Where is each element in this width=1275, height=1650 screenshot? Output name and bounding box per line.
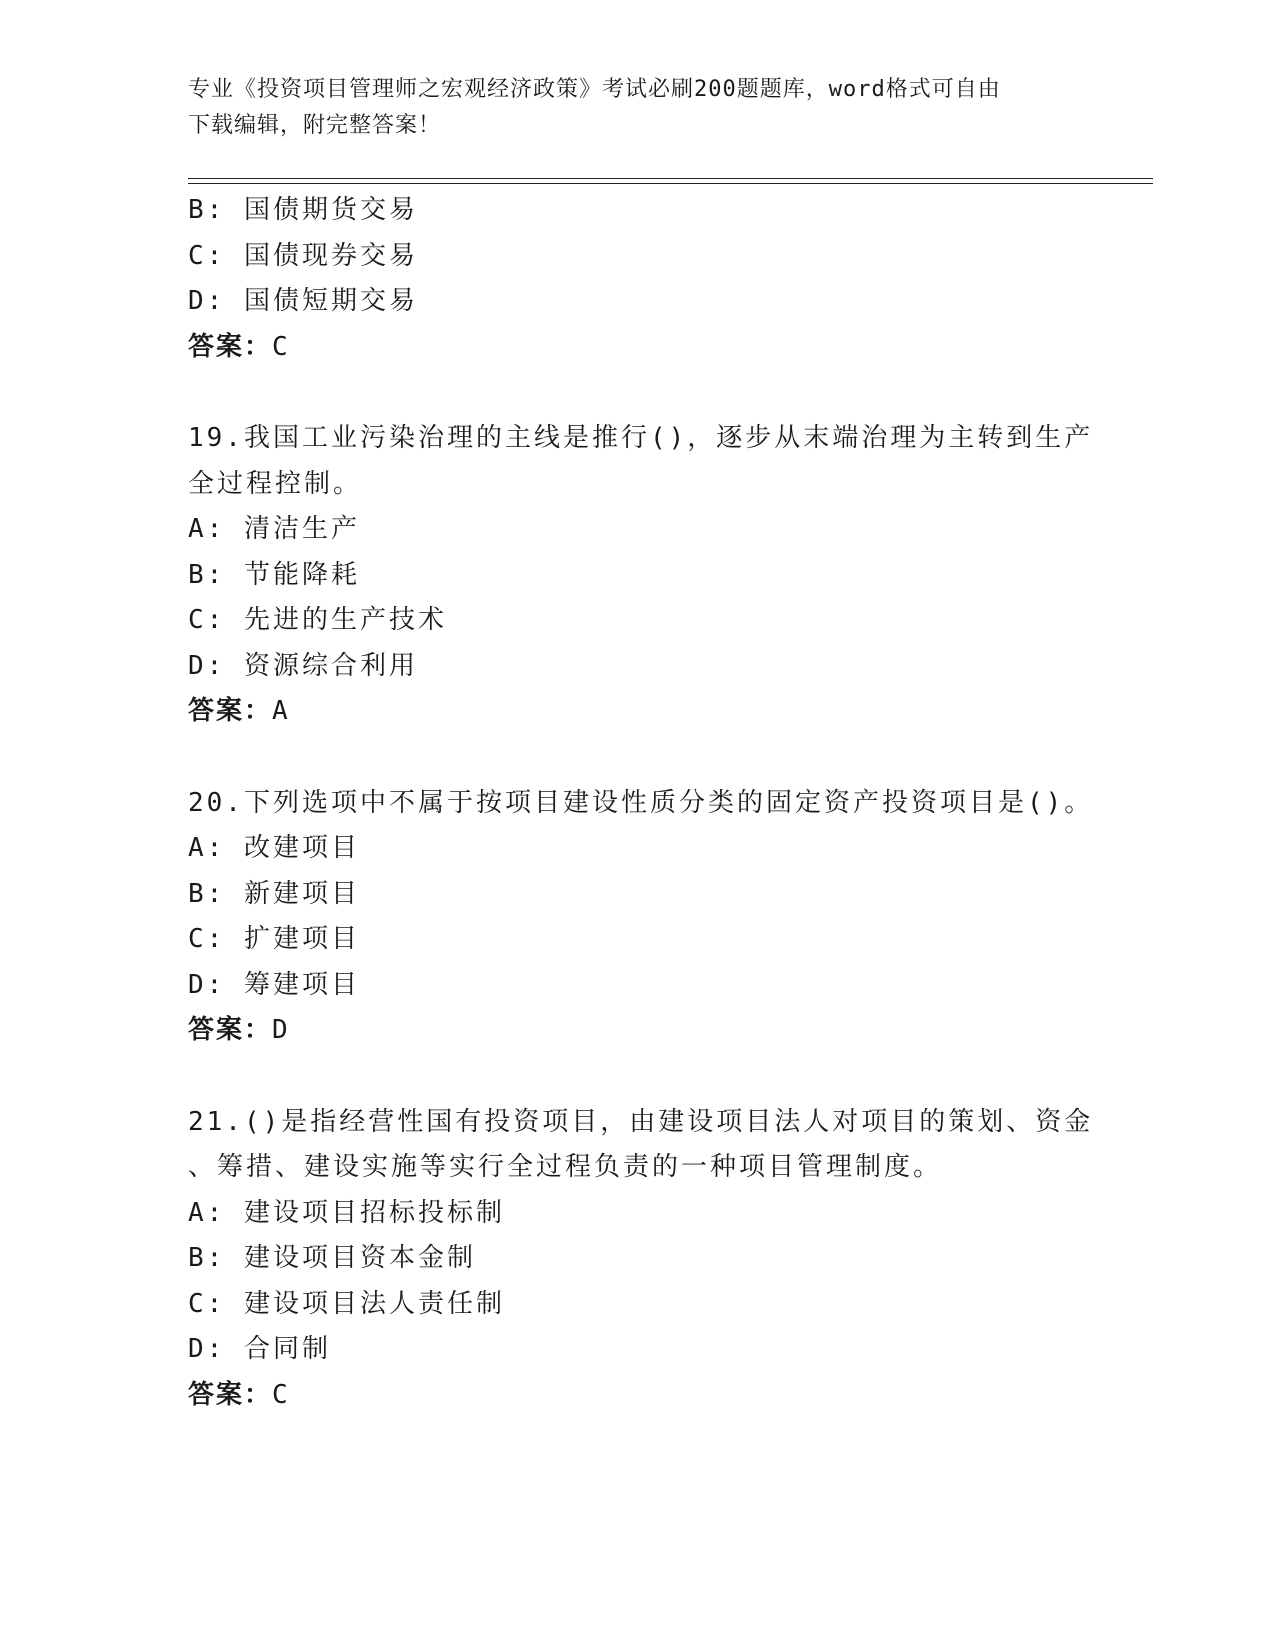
header-divider-top [188,178,1153,179]
header-line-2: 下载编辑，附完整答案！ [188,113,442,138]
option-b: B: 国债期货交易 [188,195,418,225]
option-d: D: 合同制 [188,1334,331,1364]
answer-line: 答案：C [188,331,290,362]
option-d: D: 筹建项目 [188,969,360,1000]
option-b: B: 节能降耗 [188,559,360,590]
question-stem-line-1: 20.下列选项中不属于按项目建设性质分类的固定资产投资项目是()。 [188,787,1094,818]
answer-line: 答案：A [188,696,290,726]
question-stem-line-1: 21.()是指经营性国有投资项目，由建设项目法人对项目的策划、资金 [188,1106,1094,1137]
answer-line: 答案：C [188,1379,290,1410]
question-stem-line-2: 全过程控制。 [188,468,363,499]
option-c: C: 先进的生产技术 [188,605,447,635]
question-20 [188,781,1094,1054]
question-stem-line-2: 、筹措、建设实施等实行全过程负责的一种项目管理制度。 [188,1152,943,1182]
option-a: A: 改建项目 [188,833,360,863]
option-a: A: 建设项目招标投标制 [188,1197,505,1228]
answer-value: C [272,1379,290,1410]
option-b: B: 新建项目 [188,878,360,909]
option-c: C: 国债现券交易 [188,240,418,271]
option-d: D: 资源综合利用 [188,650,418,681]
option-d: D: 国债短期交易 [188,286,418,316]
option-b: B: 建设项目资本金制 [188,1243,476,1273]
question-19 [188,416,1094,735]
option-c: C: 扩建项目 [188,924,360,954]
option-a: A: 清洁生产 [188,514,360,544]
question-list [188,188,1094,1418]
option-c: C: 建设项目法人责任制 [188,1288,505,1319]
answer-value: A [272,696,290,726]
answer-value: C [272,331,290,362]
document-header [188,72,1068,144]
answer-value: D [272,1015,290,1045]
question-stem-line-1: 19.我国工业污染治理的主线是推行()，逐步从末端治理为主转到生产 [188,423,1094,453]
header-divider-bottom [188,183,1153,184]
question-21 [188,1100,1094,1419]
answer-line: 答案：D [188,1015,290,1045]
partial-question [188,188,1088,370]
header-line-1: 专业《投资项目管理师之宏观经济政策》考试必刷200题题库，word格式可自由 [188,77,1001,102]
